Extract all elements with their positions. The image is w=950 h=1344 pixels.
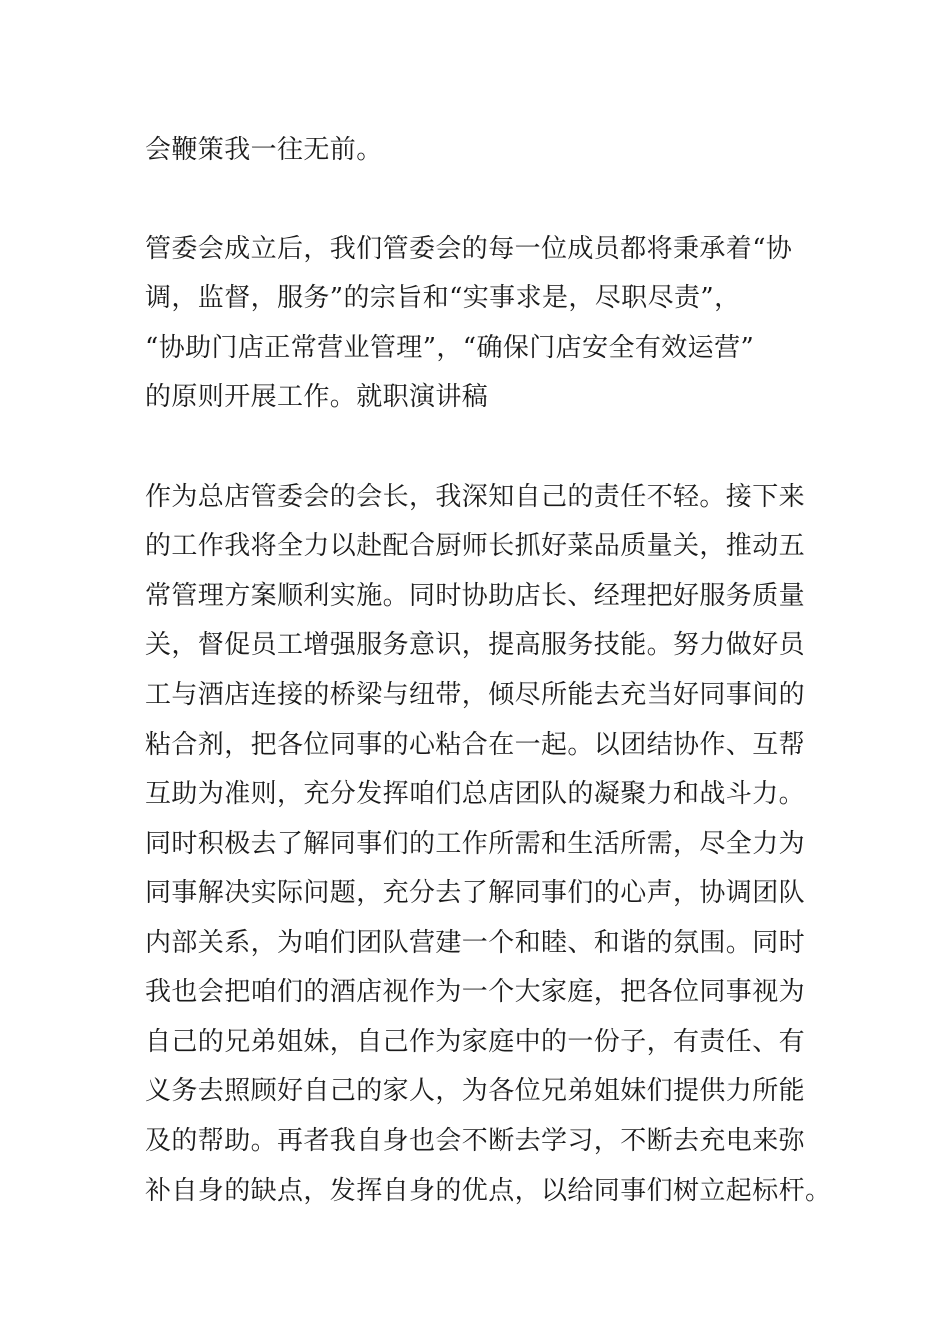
paragraph-3-line-2: 的工作我将全力以赴配合厨师长抓好菜品质量关，推动五 bbox=[145, 531, 806, 561]
paragraph-3-line-10: 内部关系，为咱们团队营建一个和睦、和谐的氛围。同时 bbox=[145, 928, 806, 958]
paragraph-3-line-12: 自己的兄弟姐妹，自己作为家庭中的一份子，有责任、有 bbox=[145, 1027, 806, 1057]
paragraph-3-line-3: 常管理方案顺利实施。同时协助店长、经理把好服务质量 bbox=[145, 581, 806, 611]
paragraph-2-line-3: “协助门店正常营业管理”，“确保门店安全有效运营” bbox=[145, 333, 755, 363]
paragraph-2-line-2: 调，监督，服务”的宗旨和“实事求是，尽职尽责”， bbox=[145, 283, 741, 313]
paragraph-3-line-11: 我也会把咱们的酒店视作为一个大家庭，把各位同事视为 bbox=[145, 977, 806, 1007]
paragraph-3-line-8: 同时积极去了解同事们的工作所需和生活所需，尽全力为 bbox=[145, 829, 806, 859]
paragraph-3-line-15: 补自身的缺点，发挥自身的优点，以给同事们树立起标杆。 bbox=[145, 1176, 832, 1206]
paragraph-3-line-7: 互助为准则，充分发挥咱们总店团队的凝聚力和战斗力。 bbox=[145, 779, 806, 809]
paragraph-1-line-1: 会鞭策我一往无前。 bbox=[145, 135, 383, 165]
paragraph-3-line-5: 工与酒店连接的桥梁与纽带，倾尽所能去充当好同事间的 bbox=[145, 680, 806, 710]
paragraph-3-line-6: 粘合剂，把各位同事的心粘合在一起。以团结协作、互帮 bbox=[145, 730, 806, 760]
paragraph-2-line-1: 管委会成立后，我们管委会的每一位成员都将秉承着“协 bbox=[145, 234, 793, 264]
paragraph-3-line-4: 关，督促员工增强服务意识，提高服务技能。努力做好员 bbox=[145, 630, 806, 660]
paragraph-3-line-13: 义务去照顾好自己的家人，为各位兄弟姐妹们提供力所能 bbox=[145, 1076, 806, 1106]
paragraph-3-line-1: 作为总店管委会的会长，我深知自己的责任不轻。接下来 bbox=[145, 482, 806, 512]
paragraph-2-line-4: 的原则开展工作。就职演讲稿 bbox=[145, 382, 489, 412]
paragraph-3-line-14: 及的帮助。再者我自身也会不断去学习，不断去充电来弥 bbox=[145, 1126, 806, 1156]
paragraph-3-line-9: 同事解决实际问题，充分去了解同事们的心声，协调团队 bbox=[145, 878, 806, 908]
